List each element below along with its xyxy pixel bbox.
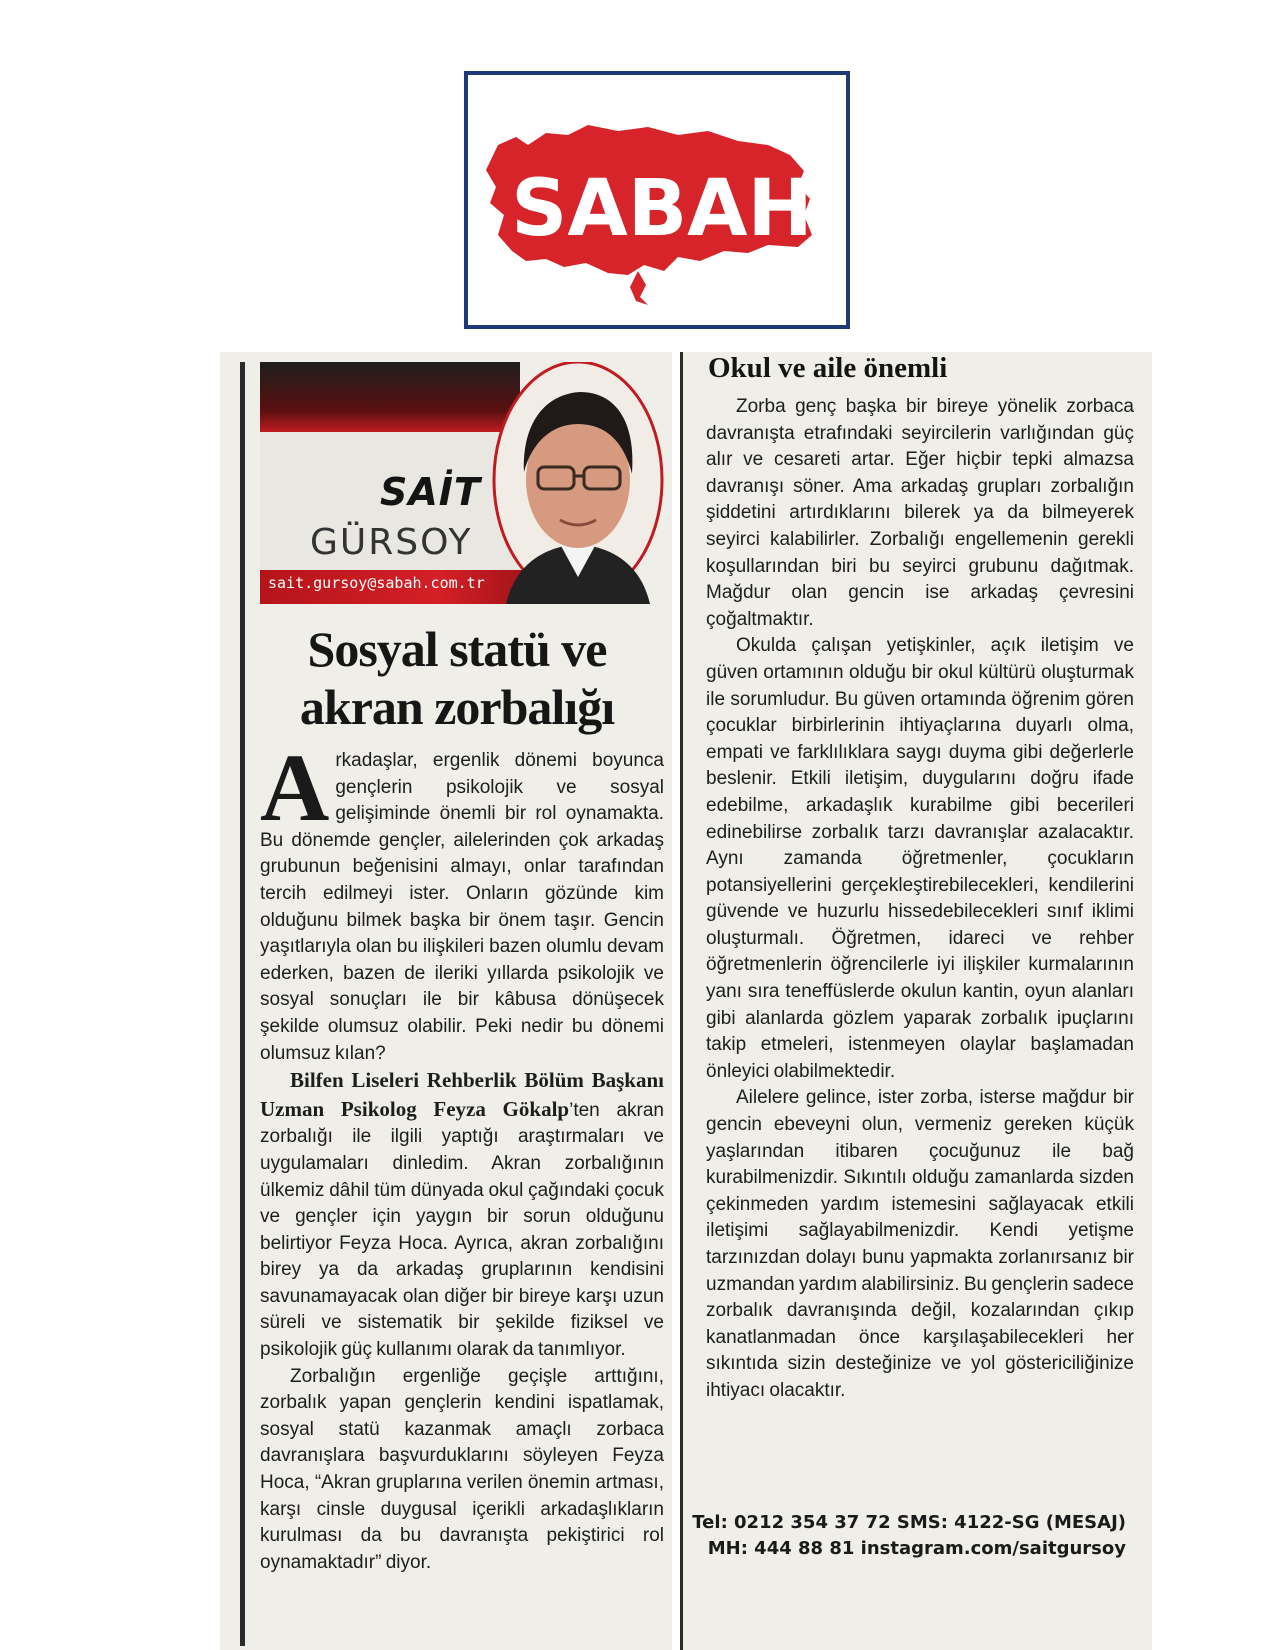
paragraph-5: Okulda çalışan yetişkinler, açık iletişim ve güven ortamının olduğu bir okul kültürü oluşturmak ile sorumludur. Bu güven ortamında öğrenim gören çocuklar birbirlerinin ihtiyaçlarına duyarlı olma, empati ve farklılıklara saygı duyma gibi değerlerle beslenir. Etkili iletişim, duygularını doğru ifade edebilme, arkadaşlık kurabilme gibi becerileri edinebilirse zorbalık tarzı davranışlar azalacaktır. Aynı zamanda öğretmenler, çocukların potansiyellerini gerçekleştirebilecekleri, kendilerini güvende ve huzurlu hissedebilecekleri sınıf iklimi oluşturmalı. Öğretmen, idareci ve rehber öğretmenlerin öğrencilerle iyi ilişkiler kurmalarının yanı sıra teneffüslerde okulun kantin, oyun alanları gibi alanlarda gözlem yaparak zorbalık ipuçlarını takip etmeleri, istenmeyen olaylar başlamadan önleyici olabilmektedir. <box>706 635 1134 1082</box>
subheading: Okul ve aile önemli <box>708 352 948 384</box>
contact-line-2: MH: 444 88 81 instagram.com/saitgursoy <box>707 1538 1126 1559</box>
logo-text: SABAH <box>511 164 813 254</box>
column-rule <box>680 352 683 1650</box>
left-column <box>220 352 672 1650</box>
title-line-1: Sosyal statü ve <box>307 621 607 677</box>
left-body <box>260 734 664 1576</box>
paragraph-2-text: ’ten akran zorbalığı ile ilgili yaptığı araştırmaları ve uygulamaları dinledim. Akran zorbalığının ülkemiz dâhil tüm dünyada okul çağındaki çocuk ve gençler için yaygın bir sorun olduğunu belirtiyor Feyza Hoca. Ayrıca, akran zorbalığını birey ya da arkadaş gruplarının kendisini savunamayacak olan diğer bir bireye karşı uzun süreli ve sistematik bir şekilde fiziksel ve psikolojik güç kullanımı olarak da tanımlıyor. <box>260 1099 664 1361</box>
author-portrait <box>486 362 664 604</box>
drop-cap: A <box>260 734 330 841</box>
sabah-logo <box>464 71 850 329</box>
paragraph-1-text: rkadaşlar, ergenlik dönemi boyunca gençlerin psikolojik ve sosyal gelişiminde önemli bir rol oynamakta. Bu dönemde gençler, ailelerinden çok arkadaş grubunun beğenisini almayı, onlar tarafından tercih edilmeyi ister. Onların gözünde kim olduğunu bilmek başka bir önem taşır. Gencin yaşıtlarıyla olan bu ilişkileri bazen olumlu devam ederken, bazen de ileriki yıllarda psikolojik ve sosyal sonuçları ile bir kâbusa dönüşecek şekilde olumsuz olabilir. Peki nedir bu dönemi olumsuz kılan? <box>260 750 664 1064</box>
paragraph-3: Zorbalığın ergenliğe geçişle arttığını, zorbalık yapan gençlerin kendini ispatlamak, sosyal statü kazanmak amaçlı zorbaca davranışlara başvurduklarını söyleyen Feyza Hoca, “Akran gruplarına verilen önemin artması, karşı cinsle duygusal içerikli arkadaşlıkların kurulması da bu davranışta pekiştirici rol oynamaktadır” diyor. <box>260 1365 664 1573</box>
paragraph-2-bold: Bilfen Liseleri Rehberlik Bölüm Başkanı Uzman Psikolog Feyza Gökalp <box>260 1068 664 1121</box>
paragraph-1 <box>260 734 664 1067</box>
title-line-2: akran zorbalığı <box>299 679 615 735</box>
author-last-name: GÜRSOY <box>310 522 473 563</box>
right-body <box>706 394 1134 1405</box>
author-email: sait.gursoy@sabah.com.tr <box>268 574 485 592</box>
author-banner <box>260 362 664 604</box>
paragraph-4: Zorba genç başka bir bireye yönelik zorbaca davranışta etrafındaki seyircilerin varlığından güç alır ve cesareti artar. Eğer hiçbir tepki almazsa davranışı söner. Ama arkadaş grupları zorbalığın şiddetini artırdıklarını bilerek ya da bilmeyerek seyirci kalabilirler. Zorbalığı engellemenin gerekli koşullarından biri bu seyirci grubunu dağıtmak. Mağdur olan gencin ise arkadaş çevresini çoğaltmaktır. <box>706 396 1134 630</box>
contact-line-1: Tel: 0212 354 37 72 SMS: 4122-SG (MESAJ) <box>692 1512 1126 1533</box>
turkey-map-icon <box>468 75 846 325</box>
contact-info <box>692 1510 1126 1562</box>
column-rule <box>240 362 245 1646</box>
paragraph-2 <box>260 1067 664 1364</box>
banner-top-bar <box>260 362 520 432</box>
paragraph-6: Ailelere gelince, ister zorba, isterse mağdur bir gencin ebeveyni olun, vermeniz gereken küçük yaşlarından itibaren çocuğunuz ile bağ kurabilmenizdir. Sıkıntılı olduğu zamanlarda sizden çekinmeden yardım istemesini sağlayacak etkili iletişimi sağlayabilmenizdir. Kendi yetişme tarzınızdan dolayı bunu yapmakta zorlanırsanız bir uzmandan yardım alabilirsiniz. Bu gençlerin sadece zorbalık davranışında değil, kozalarından çıkıp kanatlanmadan önce karşılaşabilecekleri her sıkıntıda sizin desteğinize ve yol göstericiliğinize ihtiyacı olacaktır. <box>706 1087 1135 1401</box>
author-first-name: SAİT <box>380 470 481 514</box>
right-column <box>680 352 1152 1650</box>
article-title <box>250 620 664 736</box>
